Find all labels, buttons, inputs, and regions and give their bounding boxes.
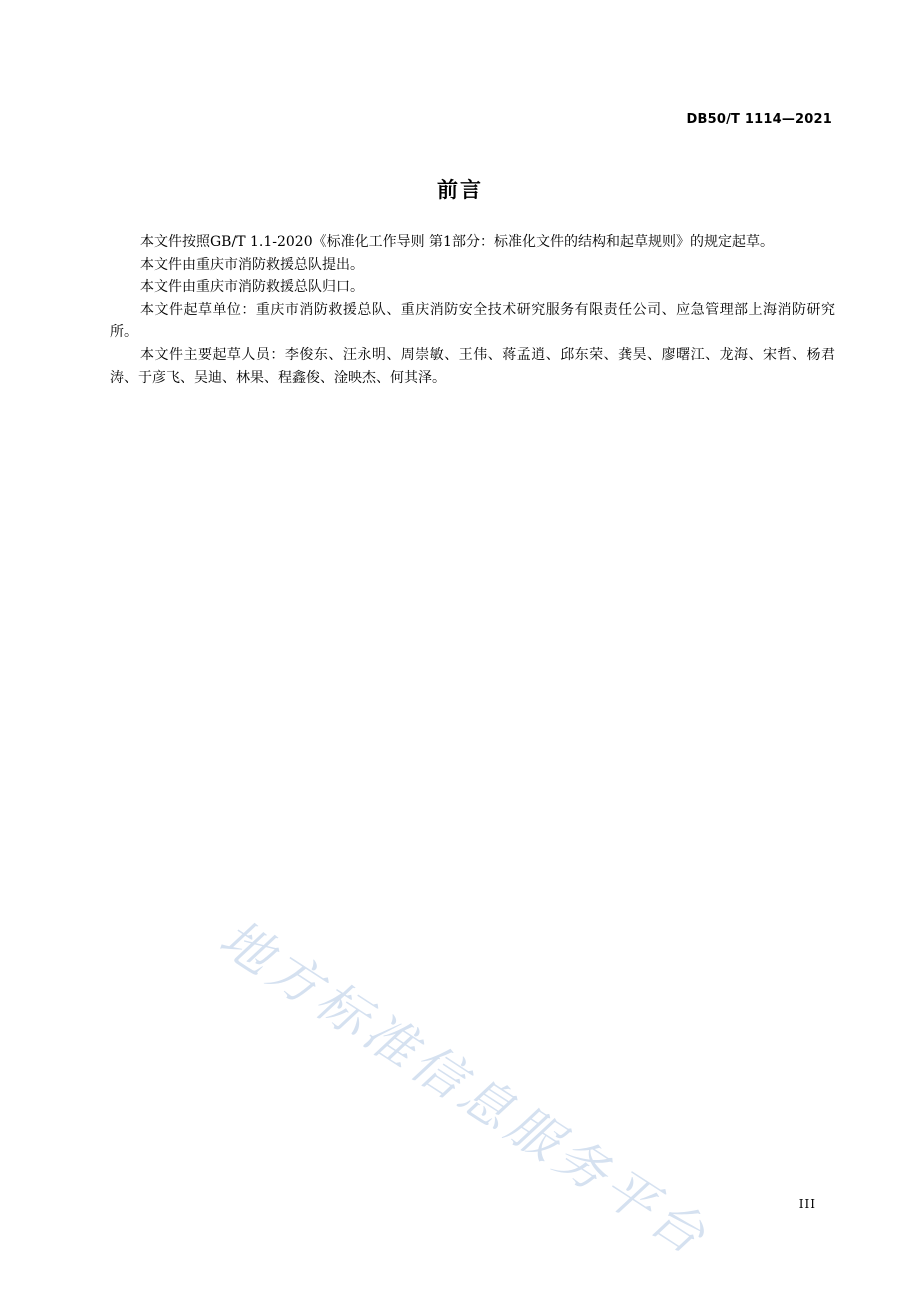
paragraph-drafters: 本文件主要起草人员：李俊东、汪永明、周崇敏、王伟、蒋孟逍、邱东荣、龚昊、廖曙江、龙海、宋哲、杨君涛、于彦飞、吴迪、林果、程鑫俊、淦映杰、何其泽。 [110, 346, 835, 386]
page-number: III [798, 1197, 816, 1211]
foreword-body [110, 231, 835, 389]
paragraph-administrator: 本文件由重庆市消防救援总队归口。 [140, 279, 364, 296]
document-code: DB50/T 1114—2021 [686, 112, 832, 127]
page-title: 前言 [437, 178, 483, 202]
paragraph-drafting-units: 本文件起草单位：重庆市消防救援总队、重庆消防安全技术研究服务有限责任公司、应急管理部上海消防研究所。 [110, 301, 835, 341]
paragraph-drafting-rules: 本文件按照GB/T 1.1-2020《标准化工作导则 第1部分：标准化文件的结构和起草规则》的规定起草。 [140, 234, 774, 250]
watermark-text: 地方标准信息服务平台 [208, 908, 720, 1269]
paragraph-proposer: 本文件由重庆市消防救援总队提出。 [140, 256, 364, 273]
